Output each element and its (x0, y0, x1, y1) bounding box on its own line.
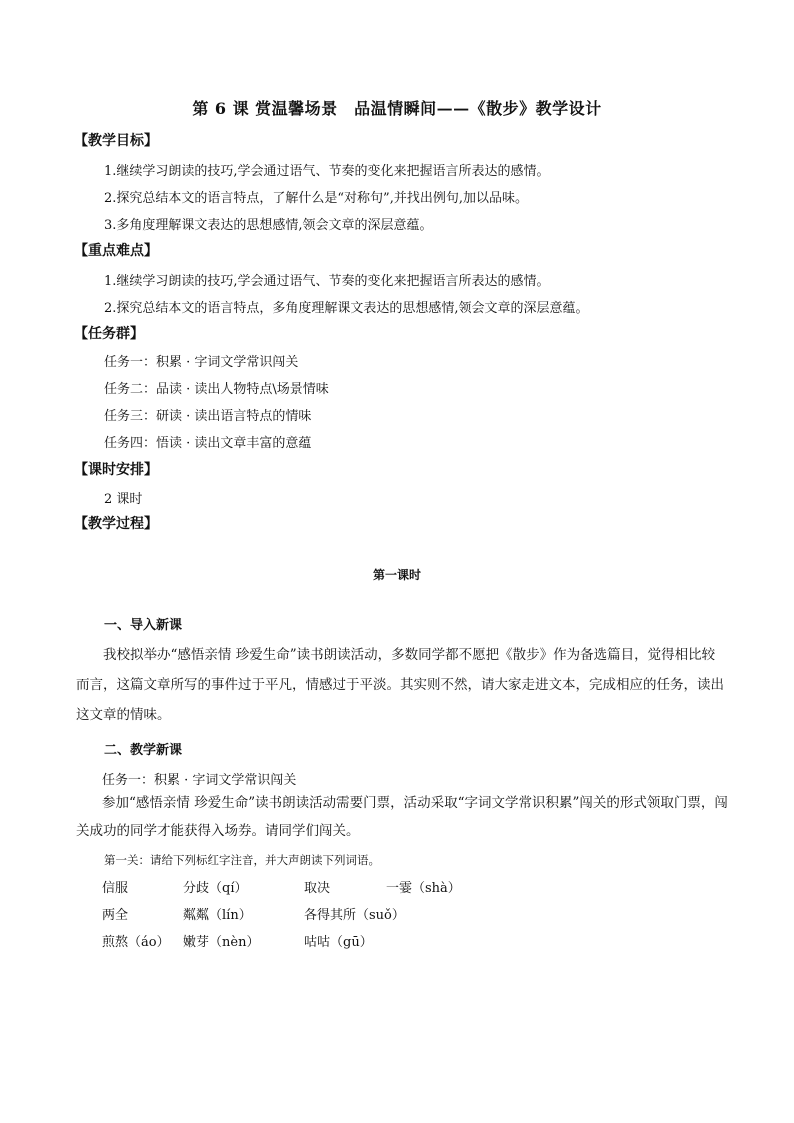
task-item-3: 任务三：研读 · 读出语言特点的情味 (104, 409, 312, 424)
vocab-word: 两全 (102, 908, 129, 923)
intro-paragraph: 我校拟举办“感悟亲情 珍爱生命”读书朗读活动，多数同学都不愿把《散步》作为备选篇目，觉得相比较而言，这篇文章所写的事件过于平凡，情感过于平淡。其实则不然，请大家走进文本，完成相应的任务，读出这文章的情味。 (76, 647, 724, 723)
task-item-2: 任务二：品读 · 读出人物特点\场景情味 (104, 382, 329, 397)
task1-title: 任务一：积累 · 字词文学常识闯关 (102, 773, 297, 788)
vocab-word: 各得其所（suǒ） (304, 908, 405, 923)
key-points-heading: 【重点难点】 (74, 243, 158, 259)
level1-instruction: 第一关：请给下列标红字注音，并大声朗读下列词语。 (104, 853, 380, 867)
lesson1-title: 第一课时 (372, 568, 421, 582)
vocab-word: 咕咕（gū） (304, 935, 373, 950)
vocab-word: 取决 (304, 881, 331, 896)
section-intro-heading: 一、导入新课 (104, 618, 183, 633)
vocab-word: 分歧（qí） (183, 881, 248, 896)
vocab-word: 一霎（shà） (386, 881, 461, 896)
vocab-word: 信服 (102, 881, 129, 896)
task-item-4: 任务四：悟读 · 读出文章丰富的意蕴 (104, 436, 312, 451)
task-item-1: 任务一：积累 · 字词文学常识闯关 (104, 355, 299, 370)
goals-heading: 【教学目标】 (74, 133, 158, 149)
goal-item-1: 1.继续学习朗读的技巧,学会通过语气、节奏的变化来把握语言所表达的感情。 (104, 164, 550, 179)
key-point-item-1: 1.继续学习朗读的技巧,学会通过语气、节奏的变化来把握语言所表达的感情。 (104, 274, 550, 289)
vocab-word: 粼粼（lín） (183, 908, 252, 923)
schedule-value: 2 课时 (104, 492, 143, 507)
process-heading: 【教学过程】 (74, 516, 158, 532)
goal-item-3: 3.多角度理解课文表达的思想感情,领会文章的深层意蕴。 (104, 218, 433, 233)
task1-description: 参加“感悟亲情 珍爱生命”读书朗读活动需要门票，活动采取“字词文学常识积累”闯关的形式领取门票，闯关成功的同学才能获得入场券。请同学们闯关。 (76, 795, 728, 839)
key-point-item-2: 2.探究总结本文的语言特点，多角度理解课文表达的思想感情,领会文章的深层意蕴。 (104, 301, 589, 316)
document-title: 第 6 课 赏温馨场景 品温情瞬间——《散步》教学设计 (192, 99, 602, 118)
section-new-lesson-heading: 二、教学新课 (104, 743, 183, 758)
goal-item-2: 2.探究总结本文的语言特点，了解什么是“对称句”,并找出例句,加以品味。 (104, 191, 528, 206)
schedule-heading: 【课时安排】 (74, 462, 158, 478)
vocab-word: 嫩芽（nèn） (183, 935, 260, 950)
tasks-heading: 【任务群】 (74, 326, 144, 342)
vocab-word: 煎熬（áo） (102, 935, 170, 950)
